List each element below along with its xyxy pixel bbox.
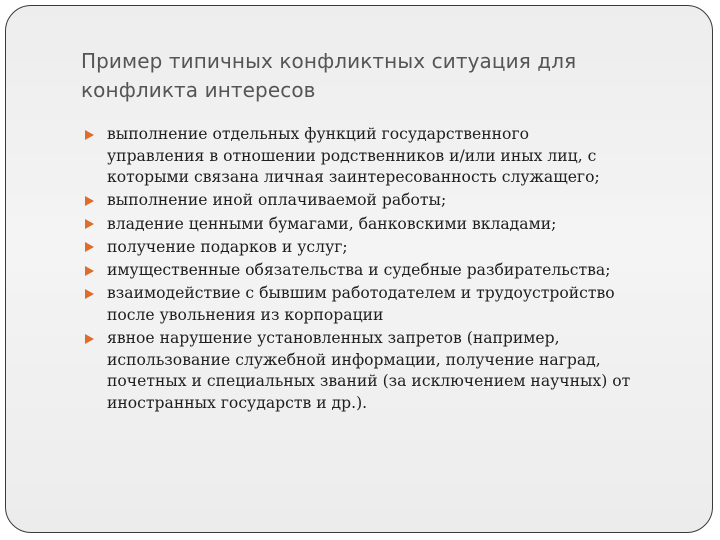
slide-title-line-1: Пример типичных конфликтных ситуация для [81, 49, 577, 73]
bullet-item-gifts [82, 237, 702, 259]
triangle-bullet-icon [85, 219, 94, 229]
bullet-item-property-obligations [82, 260, 702, 282]
triangle-bullet-icon [85, 334, 94, 344]
bullet-text-line: выполнение иной оплачиваемой работы; [107, 191, 447, 210]
bullet-item-paid-work [82, 190, 702, 212]
bullet-text-line: которыми связана личная заинтересованность служащего; [107, 168, 600, 186]
triangle-bullet-icon [85, 266, 94, 276]
bullet-text-line: владение ценными бумагами, банковскими вкладами; [107, 214, 557, 233]
bullet-text-line: почетных и специальных званий (за исключением научных) от [107, 372, 631, 391]
triangle-bullet-icon [85, 289, 94, 299]
triangle-bullet-icon [85, 242, 94, 252]
bullet-text-line: управления в отношении родственников и/или иных лиц, с [107, 146, 597, 165]
bullet-item-former-employer [82, 283, 702, 326]
bullet-text-line: получение подарков и услуг; [107, 237, 348, 256]
bullet-text-line: взаимодействие с бывшим работодателем и трудоустройство [107, 284, 615, 303]
bullet-text-line: явное нарушение установленных запретов (например, [107, 329, 560, 348]
slide-frame [5, 5, 713, 533]
bullet-text-line: выполнение отдельных функций государственного [107, 125, 530, 143]
bullet-text-line: использование служебной информации, получение наград, [107, 350, 601, 369]
bullet-item-family-functions [82, 124, 702, 189]
bullet-item-prohibitions [82, 328, 702, 414]
bullet-item-securities [82, 214, 702, 236]
bullet-text-line: после увольнения из корпорации [107, 305, 384, 324]
bullet-text-line: иностранных государств и др.). [107, 393, 368, 412]
slide-title [81, 47, 681, 105]
slide-title-line-2: конфликта интересов [81, 78, 316, 102]
triangle-bullet-icon [85, 196, 94, 206]
bullet-text-line: имущественные обязательства и судебные разбирательства; [107, 261, 611, 280]
triangle-bullet-icon [85, 130, 94, 140]
bullet-list [82, 124, 702, 416]
